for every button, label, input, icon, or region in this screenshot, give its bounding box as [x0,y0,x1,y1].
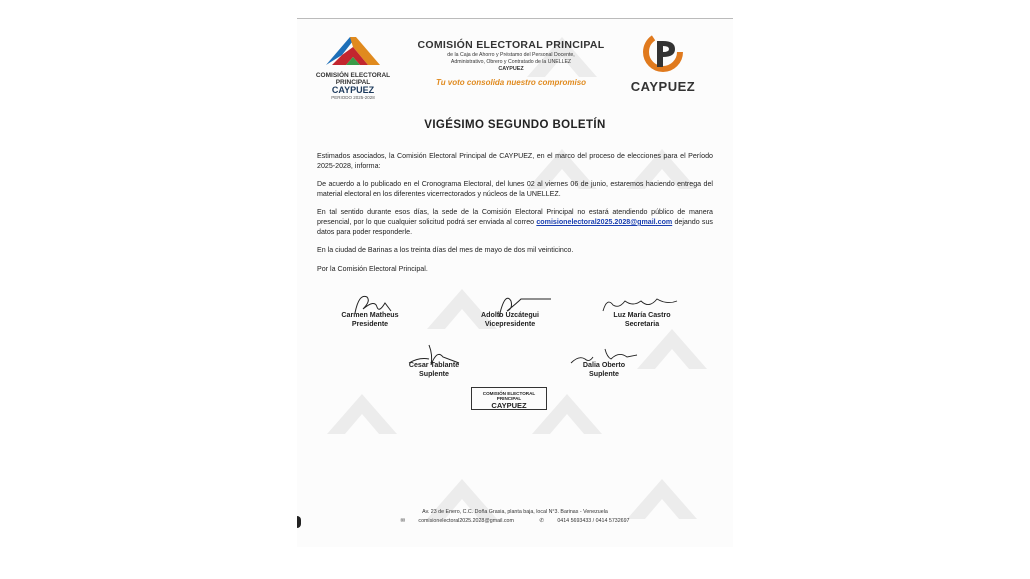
footer-email-text: comisionelectoral2025.2028@gmail.com [418,518,514,524]
official-stamp [471,387,547,410]
letterhead-title: COMISIÓN ELECTORAL PRINCIPAL [417,39,605,51]
signature-scribble-icon [587,291,697,321]
signature-role: Presidente [351,320,389,328]
footer-phones-text: 0414 5693433 / 0414 5732697 [557,518,630,524]
signature-block [379,361,489,379]
logo-line2: PRINCIPAL [335,79,371,86]
signature-scribble-icon [549,341,659,371]
paragraph-2: De acuerdo a lo publicado en el Cronograma Electoral, del lunes 02 al viernes 06 de junio, estaremos haciendo entrega del material electoral en los diferentes vicerrectorados y núcleos de la UNELLEZ. [317,180,713,198]
signature-role: Secretaria [624,320,660,328]
signature-name: Adolfo Uzcátegui [481,311,539,319]
email-link[interactable]: comisionelectoral2025.2028@gmail.com [536,217,673,226]
document-body [317,152,713,283]
paragraph-3-tail: dejando sus datos para poder responderle. [317,217,713,236]
paragraph-4: En la ciudad de Barinas a los treinta días del mes de mayo de dos mil veinticinco. [317,246,574,255]
logo-line3: CAYPUEZ [331,85,375,95]
caypuez-logo-icon [641,31,685,73]
signature-block [455,311,565,329]
document-footer [297,508,733,526]
stamp-line1: COMISIÓN ELECTORAL PRINCIPAL [482,391,536,401]
phone-icon: ✆ [539,518,544,524]
email-icon: ✉ [400,518,405,524]
signature-scribble-icon [315,291,425,321]
signature-name: Cesar Tablante [408,361,460,369]
footer-address: Av. 23 de Enero, C.C. Doña Grasia, planta baja, local N°3. Barinas - Venezuela [422,509,608,515]
signature-name: Dalia Oberto [582,361,626,369]
signature-role: Suplente [419,370,449,378]
footer-email [394,518,521,524]
signature-role: Vicepresidente [484,320,536,328]
logo-line1: COMISIÓN ELECTORAL [315,72,391,79]
signature-block [549,361,659,379]
commission-logo [315,31,391,101]
signature-name: Carmen Matheus [341,311,399,319]
footer-phones [533,518,635,524]
signature-block [315,311,425,329]
watermark-logo [317,384,407,444]
paragraph-5: Por la Comisión Electoral Principal. [317,264,428,273]
paragraph-1: Estimados asociados, la Comisión Electoral Principal de CAYPUEZ, en el marco del proceso de elecciones para el Período 2025-2028, informa: [317,152,713,170]
letterhead-org: CAYPUEZ [498,65,524,72]
paragraph-3-text: En tal sentido durante esos días, la sede de la Comisión Electoral Principal no estará atendiendo público de manera presencial, por lo que cualquier solicitud podrá ser enviada al correo [317,208,713,226]
letterhead-subtitle-2: Administrativo, Obrero y Contratado de la UNELLEZ [450,59,572,66]
letterhead-subtitle-1: de la Caja de Ahorro y Préstamo del Personal Docente, [447,52,575,58]
commission-logo-icon [320,31,386,67]
signature-scribble-icon [455,291,565,321]
caypuez-logo [615,31,711,94]
document-title: VIGÉSIMO SEGUNDO BOLETÍN [424,119,606,131]
signature-scribble-icon [379,341,489,371]
paragraph-3 [317,208,713,237]
footer-contact [297,517,733,526]
logo-line4: PERIODO 2025-2028 [331,95,375,100]
signature-name: Luz María Castro [613,311,671,319]
letterhead-slogan: Tu voto consolida nuestro compromiso [435,77,587,87]
caypuez-logo-text: CAYPUEZ [630,79,696,94]
document-page [297,18,733,547]
signature-block [587,311,697,329]
letterhead [405,39,617,87]
signature-role: Suplente [589,370,619,378]
stamp-line2: CAYPUEZ [491,401,527,410]
